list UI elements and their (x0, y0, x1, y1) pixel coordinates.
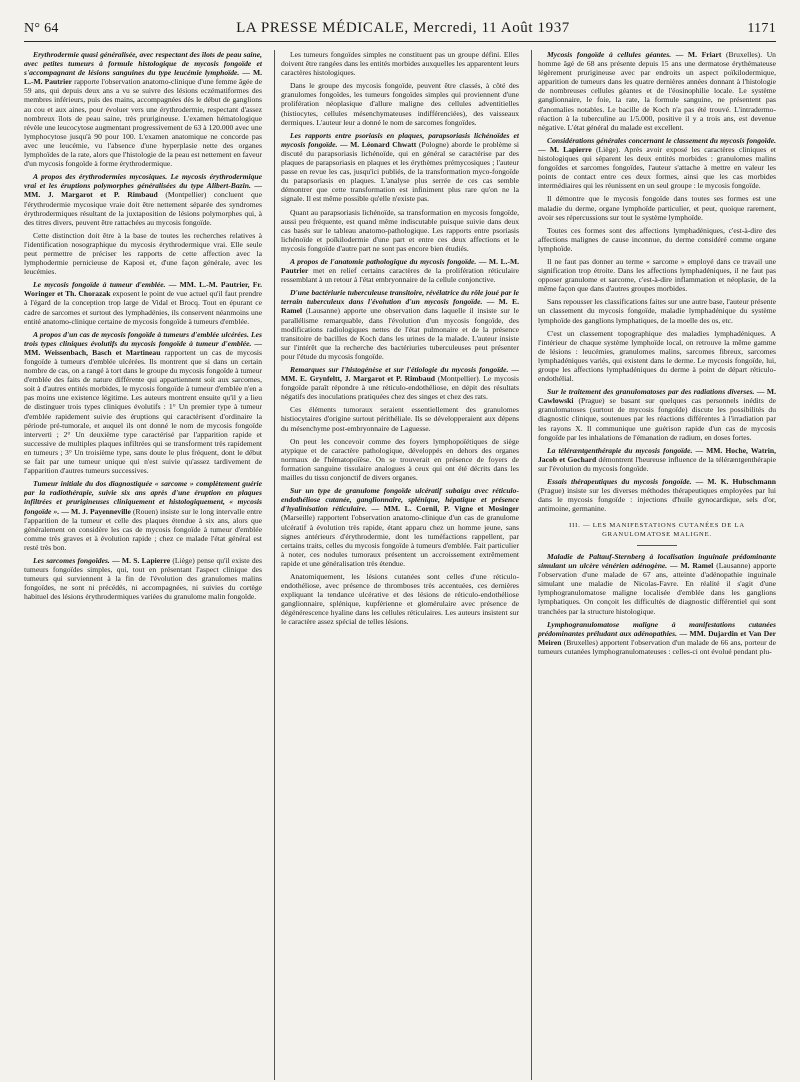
article-text: (Marseille) rapportent l'observation anatomo-clinique d'un cas de granulome ulcératif à évolution très rapide, étant apparu chez un homme jeune, sans signes antérieurs d'érythrodermie, dont les tuméfactions rappellent, par certains traits, celles du mycosis fongoïde à tumeurs d'emblée. Fait particulier à noter, ces nodules tumoraux présentent un accroissement extrêmement rapide et une généralisation très étendue. (281, 513, 519, 568)
article-text: (Bruxelles). Un homme âgé de 68 ans présente depuis 15 ans une dermatose érythémateuse légèrement prurigineuse avec par endroits un aspect poïkilodermique, apparition de tumeurs dans les quatre dernières années donnant à l'histologie de nombreuses cellules géantes et de l'éosinophilie locale. Le système ganglionnaire, le foie, la rate, la formule sanguine, ne présentent pas d'anomalies notables. Le bacille de Koch n'a pas été trouvé. L'intradermo-réaction à la tuberculine au 1/5.000, positive il y a trois ans, est devenue négative. L'état général du malade est excellent. (538, 50, 776, 132)
article-authors: — MM. L.-M. Pautrier, Fr. Woringer et Th. Chorazak (24, 280, 262, 299)
article-paragraph (538, 50, 776, 132)
article-paragraph (281, 208, 519, 253)
article-authors: — M. Lapierre (538, 144, 592, 154)
article-text: (Prague) se basant sur quelques cas personnels inédits de granulomatoses (surtout de mycosis fongoïde) discute les possibilités du diagnostic clinique, soutenues par les réactions différentes à l'irradiation par les rayons X. Il communique une guérison rapide d'un cas de mycosis fongoïde par les inhalations de l'émanation de radium, en doses fortes. (538, 396, 776, 442)
article-text: Cette distinction doit être à la base de toutes les recherches relatives à l'identification nosographique du mycosis érythrodermique vrai. Elle seule peut permettre de préciser les rapports de cette affection avec la lymphodermie pernicieuse de Kaposi et, d'une façon générale, avec les leucémies. (24, 230, 262, 277)
article-text: Anatomiquement, les lésions cutanées sont celles d'une réticulo-endothéliose, avec présence de thromboses très accentuées, ces dernières expliquant la tendance ulcérative et des lésions de réticulo-endothéliose ganglionnaire, splénique, kupférienne et glomérulaire avec présence de dégénérescence hyaline dans les cellules réticulaires. Les auteurs insistent sur le caractère assez spécial de telles lésions. (281, 571, 519, 627)
article-authors: — M. Léonard Chwatt (339, 139, 417, 149)
article-authors: — MM. Hoche, Watrin, Jacob et Gochard (538, 445, 776, 464)
article-text: (Prague) insiste sur les diverses méthodes thérapeutiques employées par lui dans le mycosis fongoïde : injections d'huile gynocardique, sels d'or, antimoine, germanine. (538, 486, 776, 514)
article-title: Mycosis fongoïde à cellules géantes. (547, 50, 672, 59)
article-text: Sans repousser les classifications faites sur une autre base, l'auteur présente un classement du mycosis fongoïde, maladie lymphadénique du système lymphoïde des ganglions lymphatiques, de la moelle des os, etc. (538, 297, 776, 325)
article-paragraph (281, 486, 519, 568)
article-text: (Liège). Après avoir exposé les caractères cliniques et histologiques qui séparent les deux entités morbides : granulomes malins fongoïdes et sarcomes fongoïdes, l'auteur s'attache à mettre en valeur les points de contact entre ces deux formes, ainsi que les cas morbides intermédiaires qui les réunissent en un seul groupe : le mycosis fongoïde. (538, 144, 776, 191)
article-authors: — MM. Dujardin et Van Der Meiren (538, 628, 776, 647)
article-paragraph (281, 365, 519, 401)
article-paragraph (281, 50, 519, 77)
article-text: (Lausanne) apporte l'observation d'une malade de 67 ans, atteinte d'adénopathie inguinale simulant une maladie de Nicolas-Favre. En réalité il s'agit d'une lymphogranulomatose maligne localisée d'emblée dans les ganglions lymphatiques. On conçoit les difficultés de diagnostic différentiel qui sont tranchées par la structure histologique. (538, 561, 776, 616)
article-title: A propos de l'anatomie pathologique du mycosis fongoïde. (290, 256, 477, 266)
article-paragraph (538, 620, 776, 656)
article-authors: — M. J. Payenneville (61, 506, 131, 516)
article-text: (Montpellier). Le mycosis fongoïde paraît répondre à une réticulo-endothéliose, en dépit des résultats négatifs des inoculations pratiquées chez des singes et chez des rats. (281, 374, 519, 402)
article-text: (Pologne) aborde le problème si discuté du parapsoriasis lichénoïde, qui en général se caractérise par des plaques de parapsoriasis en plaques et les érythèmes prémycosiques ; l'auteur passe en revue les cas, jusqu'ici publiés, de la transformation myco-fongoïde du parapsoriasis en plaques. L'analyse plus serrée de ces cas semble démontrer que cette transformation est infiniment plus rare qu'on ne la signale. Il est même possible qu'elle n'existe pas. (281, 139, 519, 204)
article-paragraph (538, 329, 776, 384)
article-paragraph (281, 405, 519, 432)
article-paragraph (281, 81, 519, 126)
column-left (24, 50, 262, 1080)
article-authors: — MM. E. Grynfeltt, J. Margarot et P. Rimbaud (281, 365, 519, 384)
article-text: met en relief certains caractères de la prolifération réticulaire ressemblant à un retour à l'état embryonnaire de la cellule conjonctive. (281, 266, 519, 285)
article-authors: — MM. L. Cornil, P. Vigne et Mosinger (371, 504, 519, 514)
article-paragraph (538, 446, 776, 473)
article-title: Les sarcomes fongoïdes. (33, 555, 110, 565)
article-text: Il démontre que le mycosis fongoïde dans toutes ses formes est une maladie du derme, organe lymphoïde particulier, et peut, quoique rarement, avoir ses répercussions sur tout le système lymphoïde. (538, 194, 776, 222)
article-text: On peut les concevoir comme des foyers lymphopoïétiques de siège atypique et de caractère pathologique, développés en dehors des organes normaux de l'hématopoïèse. On se trouverait en présence de foyers de formation sanguine tissulaire analogues à ceux qui ont été décrits dans les mailles du tissu conjonctif de divers organes. (281, 436, 519, 483)
article-text: Il ne faut pas donner au terme « sarcome » employé dans ce travail une signification trop étroite. Dans les affections lymphadéniques, il ne faut pas opposer granulome et sarcome, c'est-à-dire inflammation et néoplasie, de la même façon que dans d'autres groupes morbides. (538, 256, 776, 294)
article-paragraph (281, 288, 519, 361)
issue-number: N° 64 (24, 21, 59, 36)
article-paragraph (281, 257, 519, 284)
article-paragraph (24, 172, 262, 227)
article-paragraph (538, 136, 776, 191)
article-title: Le mycosis fongoïde à tumeur d'emblée. (33, 280, 166, 290)
article-paragraph (24, 231, 262, 276)
article-paragraph (538, 552, 776, 616)
article-paragraph (538, 257, 776, 293)
article-title: Sur un type de granulome fongoïde ulcératif subaigu avec réticulo-endothéliose cutanée, ganglionnaire, splénique, hépatique et présence d'hyalinisation réticulaire. (281, 486, 519, 514)
article-title: Considérations générales concernant le classement du mycosis fongoïde. (547, 135, 776, 145)
article-title: Sur le traitement des granulomatoses par des radiations diverses. (547, 387, 755, 397)
article-authors: — MM. Weissenbach, Basch et Martineau (24, 338, 262, 357)
column-middle (274, 50, 519, 1080)
article-authors: — M. S. Lapierre (112, 555, 171, 565)
article-text: (Bruxelles) apportent l'observation d'un malade de 66 ans, porteur de tumeurs cutanées lymphogranulomateuses : celles-ci ont évolué pendant plu- (538, 637, 776, 656)
article-text: Quant au parapsoriasis lichénoïde, sa transformation en mycosis fongoïde, aussi peu fréquente, est quand même indiscutable puisque suivie dans deux cas basés sur le tableau anatomo-pathologique. Les rapports entre psoriasis lichénoïde et poïkilodermie d'une part et entre ces deux affections et le mycosis fongoïde d'autre part ne sont pas encore bien étudiés. (281, 207, 519, 253)
article-text: rapporte l'observation anatomo-clinique d'une femme âgée de 59 ans, qui depuis deux ans a vu se suivre des lésions eczématiformes des membres inférieurs, puis des mains, accompagnées dès le début de ganglions au cou et aux aines, pour évoluer vers une érythrodermie, respectant d'assez nombreux îlots de peau saine, très prurigineuse. L'examen hématologique révèle une leucocytose augmentant progressivement de 63 à 120.000 avec une lymphocytose jusqu'à 90 pour 100. L'examen anatomique ne concorde pas avec une leucémie, vu l'absence d'une hyperplasie nette des organes lymphoïdes de la rate, alors que l'histologie de la peau est nettement en faveur d'un mycosis fongoïde à forme érythrodermique. (24, 77, 262, 169)
article-authors: — M. Friart (675, 50, 722, 59)
article-paragraph (538, 194, 776, 221)
article-authors: — M. Cawlowski (538, 387, 776, 406)
article-paragraph (538, 297, 776, 324)
article-text: Dans le groupe des mycosis fongoïde, peuvent être classés, à côté des granulomes fongoïdes, les tumeurs fongoïdes simples qui proviennent d'une prolifération néoplasique d'allure maligne des cellules adventitielles (histiocytes, cellules mésenchymateuses indifférenciées), des vaisseaux dermiques. L'auteur leur a donné le nom de sarcomes fongoïdes. (281, 81, 519, 127)
article-paragraph (24, 479, 262, 552)
article-authors: — M. K. Hubschmann (695, 477, 776, 487)
article-paragraph (24, 556, 262, 601)
article-text: Toutes ces formes sont des affections lymphadéniques, c'est-à-dire des affections malignes de cause inconnue, du derme considéré comme organe lymphoïde. (538, 225, 776, 253)
article-paragraph (281, 572, 519, 627)
article-title: Essais thérapeutiques du mycosis fongoïde. (547, 477, 692, 487)
article-title: La téléræntgenthérapie du mycosis fongoïde. (547, 445, 693, 455)
article-text: Les tumeurs fongoïdes simples ne constituent pas un groupe défini. Elles doivent être rangées dans les entités morbides auxquelles les apparentent leurs caractères histologiques. (281, 50, 519, 78)
page-number: 1171 (747, 21, 776, 36)
article-title: Tumeur initiale du dos diagnostiquée « sarcome » complètement guérie par la radiothérapie, suivie six ans après d'une éruption en plaques infiltrées et prurigineuses cliniquement et histologiquement, « mycosis fongoïde ». (24, 479, 262, 516)
section-divider (637, 545, 677, 546)
article-title: Lymphogranulomatose maligne à manifestations cutanées prédominantes préludant aux adénopathies. (538, 619, 776, 638)
article-title: Remarques sur l'histogénèse et sur l'étiologie du mycosis fongoïde. (290, 365, 509, 374)
article-text: (Montpellier) concluent que l'érythrodermie mycosique vraie doit être nettement séparée des syndromes érythrodermiques résultant de la juxtaposition de lésions polymorphes qui, à des titres divers, peuvent être rattachées au mycosis fongoïde. (24, 190, 262, 227)
columns (24, 50, 776, 1080)
article-title: A propos des érythrodermies mycosiques. Le mycosis érythrodermique vrai et les éruptions polymorphes généralisées du type Alibert-Bazin. (24, 172, 262, 191)
article-paragraph (281, 437, 519, 482)
article-title: D'une bactériurie tuberculeuse transitoire, révélatrice du rôle joué par le terrain tuberculeux dans l'évolution d'un mycosis fongoïde. (281, 288, 519, 307)
article-text: exposent le point de vue actuel qu'il faut prendre à l'égard de la conception trop large de Vidal et Brocq. Tout en épurant ce cadre de sarcomes et surtout des lymphadénies, ils conservent néanmoins une entité anatomo-clinique certaine de mycosis fongoïde à tumeurs d'emblée. (24, 289, 262, 326)
article-title: Maladie de Paltauf-Sternberg à localisation inguinale prédominante simulant un ulcère vénérien adénogène. (538, 552, 776, 571)
article-text: C'est un classement topographique des maladies lymphadéniques. A l'intérieur de chaque système lymphoïde local, on retrouve la même gamme de lésions : leucémies, granulomes malins, sarcomes fibreux, sarcomes lymphadéniques variés, qui existent dans le derme. Le mycosis fongoïde, lui, groupe les affections lymphadéniques du derme à point de départ réticulo-endothélial. (538, 328, 776, 384)
article-text: (Lausanne) apporte une observation dans laquelle il insiste sur le parallélisme remarquable, dans l'évolution d'un mycosis fongoïde, des modifications radiologiques nettes de l'état pulmonaire et de la présence transitoire de bacilles de Koch dans les urines de la malade. L'auteur insiste sur l'intérêt que la recherche des bactériuries tuberculeuses peut présenter pour l'étude du mycosis fongoïde. (281, 306, 519, 361)
article-paragraph (24, 330, 262, 476)
article-authors: — M. Ramel (670, 561, 714, 571)
column-right (531, 50, 776, 1080)
article-paragraph (538, 226, 776, 253)
article-paragraph (538, 387, 776, 442)
article-paragraph (24, 50, 262, 168)
article-text: (Rouen) insiste sur le long intervalle entre l'apparition de la tumeur et celle des plaques étendue à six ans, alors que généralement on considère les cas de mycosis fongoïde à tumeur d'emblée comme très graves et à évolution rapide ; chez ce malade l'état général est resté très bon. (24, 506, 262, 552)
article-text: rapportent un cas de mycosis fongoïde à tumeurs d'emblée ulcérées. Ils montrent que si dans un certain nombre de cas, on a rangé à tort dans le groupe du mycosis fongoïde à tumeur d'emblée des faits de nature différente qui appartiennent soit aux sarcomes, soit à d'autres entités morbides, le mycosis fongoïde à tumeur d'emblée n'en a pas moins une existence légitime. Les auteurs montrent ensuite qu'il y a lieu de distinguer trois types cliniques évolutifs : 1° Un premier type à tumeur d'emblée rapidement suivie des éruptions qui caractérisent d'ordinaire la période pré-tumorale, et auquel ils ont donné le nom de mycosis fongoïde interverti ; 2° Un deuxième type caractérisé par l'apparition rapide et successive de multiples plaques infiltrées qui se transforment très rapidement en tumeurs ; 3° Un troisième type, sans doute le plus fréquent, dont le début se fait par une tumeur unique qui n'est suivie qu'assez tardivement de l'apparition d'autres tumeurs successives. (24, 347, 262, 476)
article-authors: — MM. J. Margarot et P. Rimbaud (24, 181, 262, 200)
article-title: A propos d'un cas de mycosis fongoïde à tumeurs d'emblée ulcérées. Les trois types cliniques évolutifs du mycosis fongoïde à tumeur d'emblée. (24, 329, 262, 348)
article-authors: — M. L.-M. Pautrier (24, 68, 262, 87)
article-paragraph (538, 477, 776, 513)
article-text: Ces éléments tumoraux seraient essentiellement des granulomes histiocytaires d'origine surtout périthéliale. Ils se développeraient aux dépens du mésenchyme post-embryonnaire de Laguesse. (281, 405, 519, 433)
section-heading: III. — LES MANIFESTATIONS CUTANÉES DE LA GRANULOMATOSE MALIGNE. (569, 522, 745, 539)
journal-title: LA PRESSE MÉDICALE, Mercredi, 11 Août 1937 (236, 20, 570, 36)
masthead (24, 20, 776, 42)
article-authors: — M. L.-M. Pautrier (281, 256, 519, 276)
article-paragraph (281, 131, 519, 204)
article-authors: — M. E. Ramel (281, 297, 519, 316)
article-paragraph (24, 280, 262, 325)
article-title: Erythrodermie quasi généralisée, avec respectant des îlots de peau saine, avec petites tumeurs à formule histologique de mycosis fongoïde et s'accompagnant de lésions sanguines du type leucémie lymphoïde. (24, 50, 262, 78)
article-text: (Liège) pense qu'il existe des tumeurs fongoïdes simples, qui, tout en présentant l'aspect clinique des tumeurs qui surviennent à la fin de l'évolution des granulomes malins fongoïdes, ne sont ni précédés, ni accompagnées, ni suivies du cortège habituel des lésions érythrodermiques variées du granulome malin fongoïde. (24, 555, 262, 602)
article-text: démontrent l'heureuse influence de la téléræntgenthérapie sur l'évolution du mycosis fongoïde. (538, 454, 776, 473)
article-title: Les rapports entre psoriasis en plaques, parapsoriasis lichénoïdes et mycosis fongoïde. (281, 130, 519, 149)
